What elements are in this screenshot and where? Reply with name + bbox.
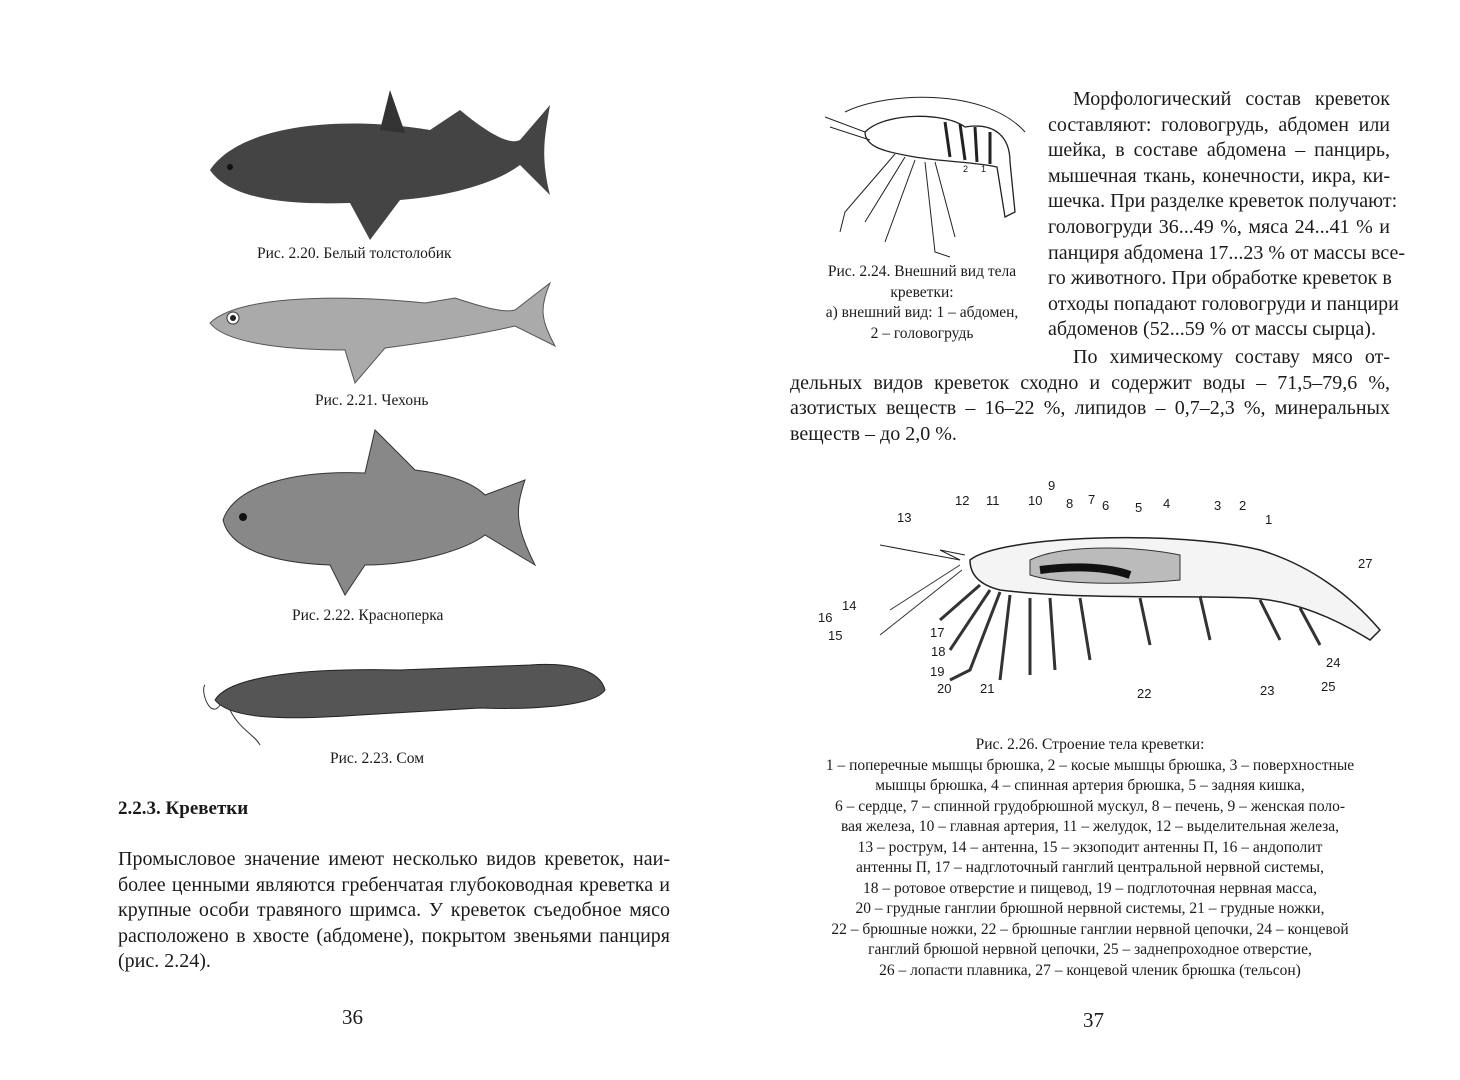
diagram-label: 27 bbox=[1358, 556, 1373, 571]
page-number: 36 bbox=[342, 1005, 363, 1029]
figure-caption-2-26 bbox=[780, 735, 1400, 981]
diagram-label: 14 bbox=[842, 598, 857, 613]
diagram-label: 15 bbox=[828, 628, 843, 643]
diagram-label: 6 bbox=[1102, 498, 1110, 513]
figure-caption: Рис. 2.21. Чехонь bbox=[315, 392, 429, 409]
diagram-label: 1 bbox=[1265, 512, 1273, 527]
caption-line: вая железа, 10 – главная артерия, 11 – желудок, 12 – выделительная железа, bbox=[840, 818, 1340, 835]
text-line: Промысловое значение имеют несколько видов креветок, наи- bbox=[118, 848, 670, 870]
text-line: Морфологический состав креветок bbox=[1073, 88, 1390, 110]
text-line: мышечная ткань, конечности, икра, ки- bbox=[1048, 164, 1390, 187]
diagram-label: 23 bbox=[1260, 683, 1275, 698]
diagram-label: 11 bbox=[986, 493, 1000, 508]
diagram-label: 20 bbox=[937, 681, 952, 696]
diagram-label: 7 bbox=[1088, 492, 1096, 507]
diagram-label: 12 bbox=[955, 493, 970, 508]
caption-line: а) внешний вид: 1 – абдомен, bbox=[825, 304, 1019, 321]
caption-line: ганглий брюшой нервной цепочки, 25 – заднепроходное отверстие, bbox=[868, 941, 1312, 958]
diagram-label: 1 bbox=[981, 164, 987, 174]
caption-line: 26 – лопасти плавника, 27 – концевой членик брюшка (тельсон) bbox=[879, 961, 1301, 979]
caption-line: антенны П, 17 – надглоточный ганглий центральной нервной системы, bbox=[856, 859, 1324, 876]
shrimp-exterior-illustration bbox=[825, 92, 1035, 262]
figure-caption: Рис. 2.22. Красноперка bbox=[292, 607, 444, 624]
diagram-label: 24 bbox=[1326, 655, 1341, 670]
text-line: дельных видов креветок сходно и содержит воды – 71,5–79,6 %, bbox=[790, 371, 1390, 394]
text-line: более ценными являются гребенчатая глубоководная креветка и bbox=[118, 873, 670, 896]
diagram-label: 4 bbox=[1163, 496, 1171, 511]
page-number: 37 bbox=[1083, 1008, 1104, 1032]
catfish-illustration bbox=[200, 650, 610, 750]
text-line: абдоменов (52...59 % от массы сырца). bbox=[1048, 318, 1376, 341]
text-line: составляют: головогрудь, абдомен или bbox=[1048, 113, 1390, 136]
text-line: (рис. 2.24). bbox=[118, 950, 211, 973]
text-line: панциря абдомена 17...23 % от массы все- bbox=[1048, 241, 1406, 264]
text-line: расположено в хвосте (абдомене), покрытом звеньями панциря bbox=[118, 924, 670, 947]
figure-caption-2-24 bbox=[806, 262, 1038, 344]
diagram-label: 9 bbox=[1048, 478, 1056, 493]
caption-line: 18 – ротовое отверстие и пищевод, 19 – подглоточная нервная масса, bbox=[862, 879, 1318, 897]
text-line: По химическому составу мясо от- bbox=[1073, 346, 1390, 368]
caption-line: 2 – головогрудь bbox=[870, 324, 974, 342]
text-line: шейка, в составе абдомена – панцирь, bbox=[1048, 139, 1390, 162]
body-paragraph-2 bbox=[790, 345, 1390, 447]
diagram-label: 5 bbox=[1135, 500, 1143, 515]
text-line: веществ – до 2,0 %. bbox=[790, 422, 957, 445]
body-paragraph bbox=[118, 847, 670, 975]
text-line: азотистых веществ – 16–22 %, липидов – 0,7–2,3 %, минеральных bbox=[790, 397, 1390, 420]
figure-caption: Рис. 2.20. Белый толстолобик bbox=[257, 245, 452, 262]
right-page bbox=[730, 0, 1460, 1080]
diagram-label: 17 bbox=[930, 625, 945, 640]
text-line: го животного. При обработке креветок в bbox=[1048, 267, 1392, 290]
diagram-label: 2 bbox=[1239, 498, 1247, 513]
text-line: шечка. При разделке креветок получают: bbox=[1048, 190, 1398, 213]
caption-line: 1 – поперечные мышцы брюшка, 2 – косые мышцы брюшка, 3 – поверхностные bbox=[825, 756, 1355, 774]
diagram-label: 25 bbox=[1321, 679, 1336, 694]
diagram-label: 18 bbox=[931, 644, 946, 659]
section-heading: 2.2.3. Креветки bbox=[118, 798, 249, 819]
diagram-label: 21 bbox=[980, 681, 995, 696]
shrimp-anatomy-diagram bbox=[880, 520, 1390, 700]
diagram-label: 19 bbox=[930, 664, 945, 679]
rudd-illustration bbox=[215, 425, 545, 600]
silver-carp-illustration bbox=[200, 85, 560, 245]
diagram-label: 8 bbox=[1066, 496, 1074, 511]
text-line: головогруди 36...49 %, мяса 24...41 % и bbox=[1048, 215, 1390, 238]
caption-line: мышцы брюшка, 4 – спинная артерия брюшка, 5 – задняя кишка, bbox=[875, 777, 1305, 794]
diagram-label: 13 bbox=[897, 510, 912, 525]
caption-line: 22 – брюшные ножки, 22 – брюшные ганглии нервной цепочки, 24 – концевой bbox=[831, 920, 1349, 938]
caption-line: 13 – рострум, 14 – антенна, 15 – экзоподит антенны П, 16 – андополит bbox=[857, 838, 1323, 856]
diagram-label: 3 bbox=[1214, 498, 1222, 513]
caption-line: Рис. 2.24. Внешний вид тела bbox=[827, 263, 1017, 280]
caption-line: Рис. 2.26. Строение тела креветки: bbox=[975, 736, 1205, 753]
text-line: крупные особи травяного шримса. У креветок съедобное мясо bbox=[118, 899, 670, 922]
body-paragraph-1 bbox=[1048, 87, 1406, 343]
diagram-label: 2 bbox=[963, 164, 969, 174]
caption-line: 6 – сердце, 7 – спинной грудобрюшной мускул, 8 – печень, 9 – женская поло- bbox=[834, 797, 1346, 815]
caption-line: креветки: bbox=[890, 283, 954, 301]
sabre-carp-illustration bbox=[205, 278, 565, 388]
text-line: отходы попадают головогруди и панцири bbox=[1048, 292, 1399, 315]
diagram-label: 16 bbox=[818, 610, 833, 625]
diagram-label: 22 bbox=[1137, 686, 1152, 701]
diagram-label: 10 bbox=[1028, 493, 1043, 508]
figure-caption: Рис. 2.23. Сом bbox=[330, 750, 425, 767]
caption-line: 20 – грудные ганглии брюшной нервной системы, 21 – грудные ножки, bbox=[855, 900, 1325, 917]
